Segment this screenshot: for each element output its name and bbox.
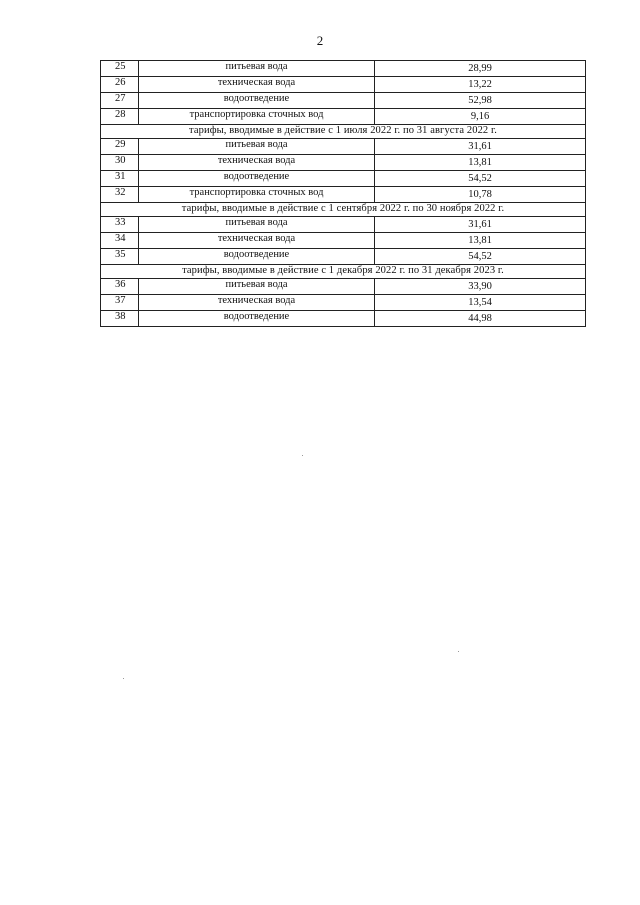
row-number: 38 [101, 311, 139, 327]
row-number: 34 [101, 233, 139, 249]
row-number: 25 [101, 61, 139, 77]
row-number: 27 [101, 93, 139, 109]
tariff-value: 13,81 [375, 233, 586, 249]
service-name: водоотведение [139, 249, 375, 265]
row-number: 30 [101, 155, 139, 171]
tariff-value: 9,16 [375, 109, 586, 125]
table-row [101, 171, 586, 187]
table-row [101, 187, 586, 203]
tariff-value: 33,90 [375, 279, 586, 295]
table-row [101, 311, 586, 327]
tariff-value: 13,81 [375, 155, 586, 171]
table-row [101, 295, 586, 311]
scan-speck [302, 455, 303, 456]
tariff-value: 31,61 [375, 139, 586, 155]
page-number: 2 [316, 33, 324, 48]
table-row [101, 77, 586, 93]
row-number: 28 [101, 109, 139, 125]
row-number: 32 [101, 187, 139, 203]
period-heading-row [101, 203, 586, 217]
tariff-value: 13,22 [375, 77, 586, 93]
tariff-value: 28,99 [375, 61, 586, 77]
tariff-value: 10,78 [375, 187, 586, 203]
service-name: водоотведение [139, 311, 375, 327]
row-number: 35 [101, 249, 139, 265]
tariff-table [100, 60, 586, 327]
tariff-value: 44,98 [375, 311, 586, 327]
row-number: 36 [101, 279, 139, 295]
row-number: 33 [101, 217, 139, 233]
service-name: техническая вода [139, 233, 375, 249]
service-name: транспортировка сточных вод [139, 109, 375, 125]
scan-speck [458, 651, 459, 652]
tariff-value: 52,98 [375, 93, 586, 109]
service-name: техническая вода [139, 295, 375, 311]
service-name: питьевая вода [139, 139, 375, 155]
period-heading: тарифы, вводимые в действие с 1 декабря 2022 г. по 31 декабря 2023 г. [101, 265, 586, 279]
service-name: питьевая вода [139, 217, 375, 233]
tariff-value: 54,52 [375, 249, 586, 265]
table-row [101, 249, 586, 265]
service-name: водоотведение [139, 93, 375, 109]
table-row [101, 139, 586, 155]
table-row [101, 155, 586, 171]
period-heading: тарифы, вводимые в действие с 1 сентября 2022 г. по 30 ноября 2022 г. [101, 203, 586, 217]
tariff-value: 13,54 [375, 295, 586, 311]
period-heading-row [101, 125, 586, 139]
tariff-value: 31,61 [375, 217, 586, 233]
service-name: питьевая вода [139, 279, 375, 295]
table-row [101, 279, 586, 295]
row-number: 29 [101, 139, 139, 155]
table-row [101, 93, 586, 109]
period-heading-row [101, 265, 586, 279]
service-name: водоотведение [139, 171, 375, 187]
table-row [101, 217, 586, 233]
row-number: 26 [101, 77, 139, 93]
row-number: 37 [101, 295, 139, 311]
service-name: техническая вода [139, 77, 375, 93]
period-heading: тарифы, вводимые в действие с 1 июля 2022 г. по 31 августа 2022 г. [101, 125, 586, 139]
tariff-value: 54,52 [375, 171, 586, 187]
service-name: питьевая вода [139, 61, 375, 77]
service-name: транспортировка сточных вод [139, 187, 375, 203]
table-row [101, 61, 586, 77]
service-name: техническая вода [139, 155, 375, 171]
tariff-table-body [101, 61, 586, 327]
scan-speck [123, 678, 124, 679]
table-row [101, 233, 586, 249]
row-number: 31 [101, 171, 139, 187]
table-row [101, 109, 586, 125]
